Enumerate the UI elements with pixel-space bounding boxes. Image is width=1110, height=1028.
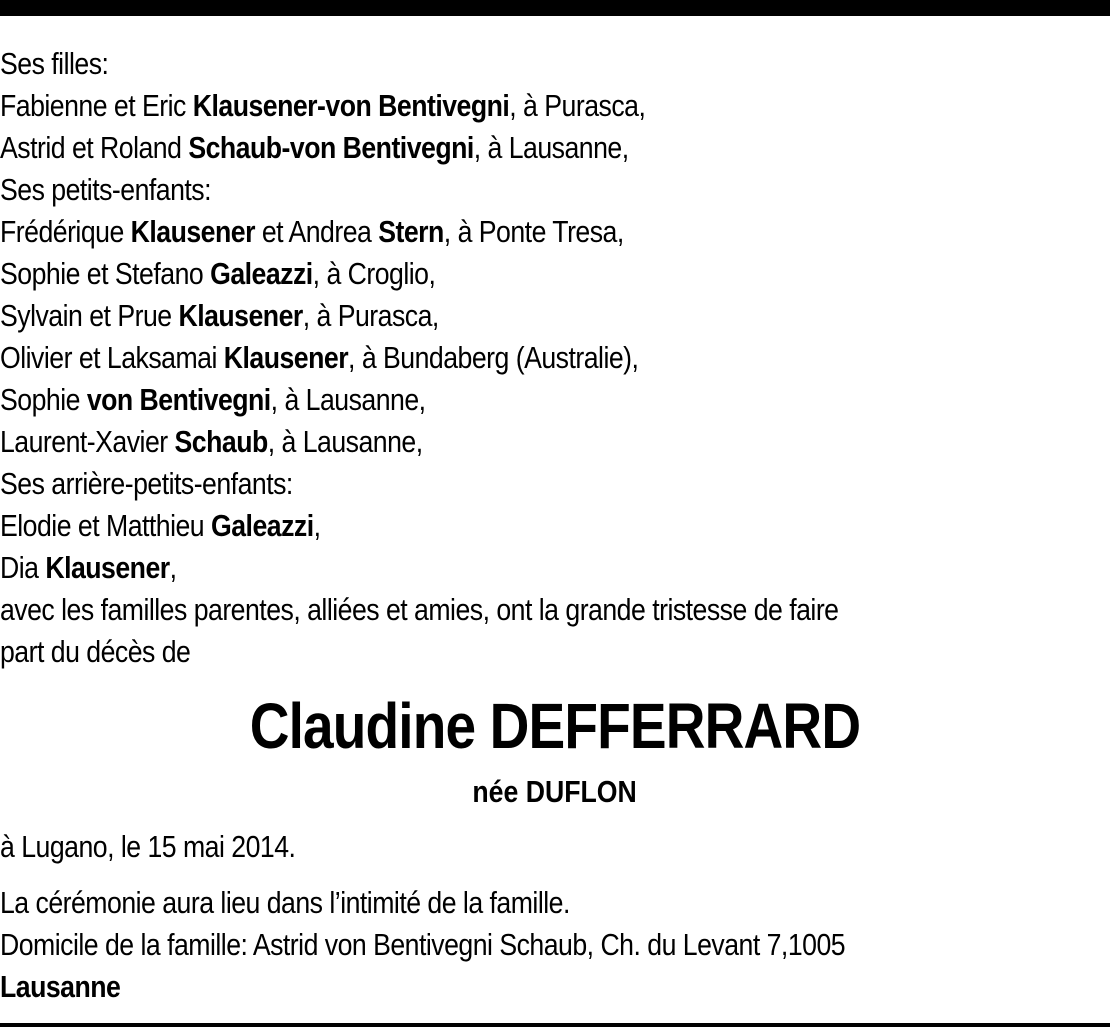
petits-enfants-heading: Ses petits-enfants:: [0, 172, 212, 207]
list-item: Laurent-Xavier Schaub, à Lausanne,: [0, 424, 423, 459]
announcement-line: part du décès de: [0, 634, 191, 669]
details-block: [0, 826, 1110, 1008]
announcement-paragraph: [0, 589, 1110, 673]
list-item: Sylvain et Prue Klausener, à Purasca,: [0, 298, 439, 333]
list-item: Frédérique Klausener et Andrea Stern, à Ponte Tresa,: [0, 214, 624, 249]
list-item: Olivier et Laksamai Klausener, à Bundaberg (Australie),: [0, 340, 639, 375]
list-item: Sophie et Stefano Galeazzi, à Croglio,: [0, 256, 436, 291]
list-item: Dia Klausener,: [0, 550, 177, 585]
list-item: Sophie von Bentivegni, à Lausanne,: [0, 382, 426, 417]
top-rule: [0, 0, 1110, 16]
list-item: Fabienne et Eric Klausener-von Bentivegni, à Purasca,: [0, 88, 646, 123]
survivors-list: [0, 43, 955, 589]
maiden-name: née DUFLON: [472, 774, 638, 809]
deceased-name: Claudine DEFFERRARD: [249, 690, 861, 762]
filles-heading: Ses filles:: [0, 46, 109, 81]
ceremony-info: La cérémonie aura lieu dans l’intimité de la famille.: [0, 885, 570, 920]
list-item: Elodie et Matthieu Galeazzi,: [0, 508, 321, 543]
arriere-heading: Ses arrière-petits-enfants:: [0, 466, 293, 501]
bottom-rule: [0, 1023, 1110, 1027]
domicile-info: Domicile de la famille: Astrid von Bentivegni Schaub, Ch. du Levant 7,1005: [0, 927, 846, 962]
place-date: à Lugano, le 15 mai 2014.: [0, 829, 296, 864]
announcement-line: avec les familles parentes, alliées et amies, ont la grande tristesse de faire: [0, 592, 839, 627]
domicile-city: Lausanne: [0, 969, 121, 1004]
list-item: Astrid et Roland Schaub-von Bentivegni, à Lausanne,: [0, 130, 629, 165]
